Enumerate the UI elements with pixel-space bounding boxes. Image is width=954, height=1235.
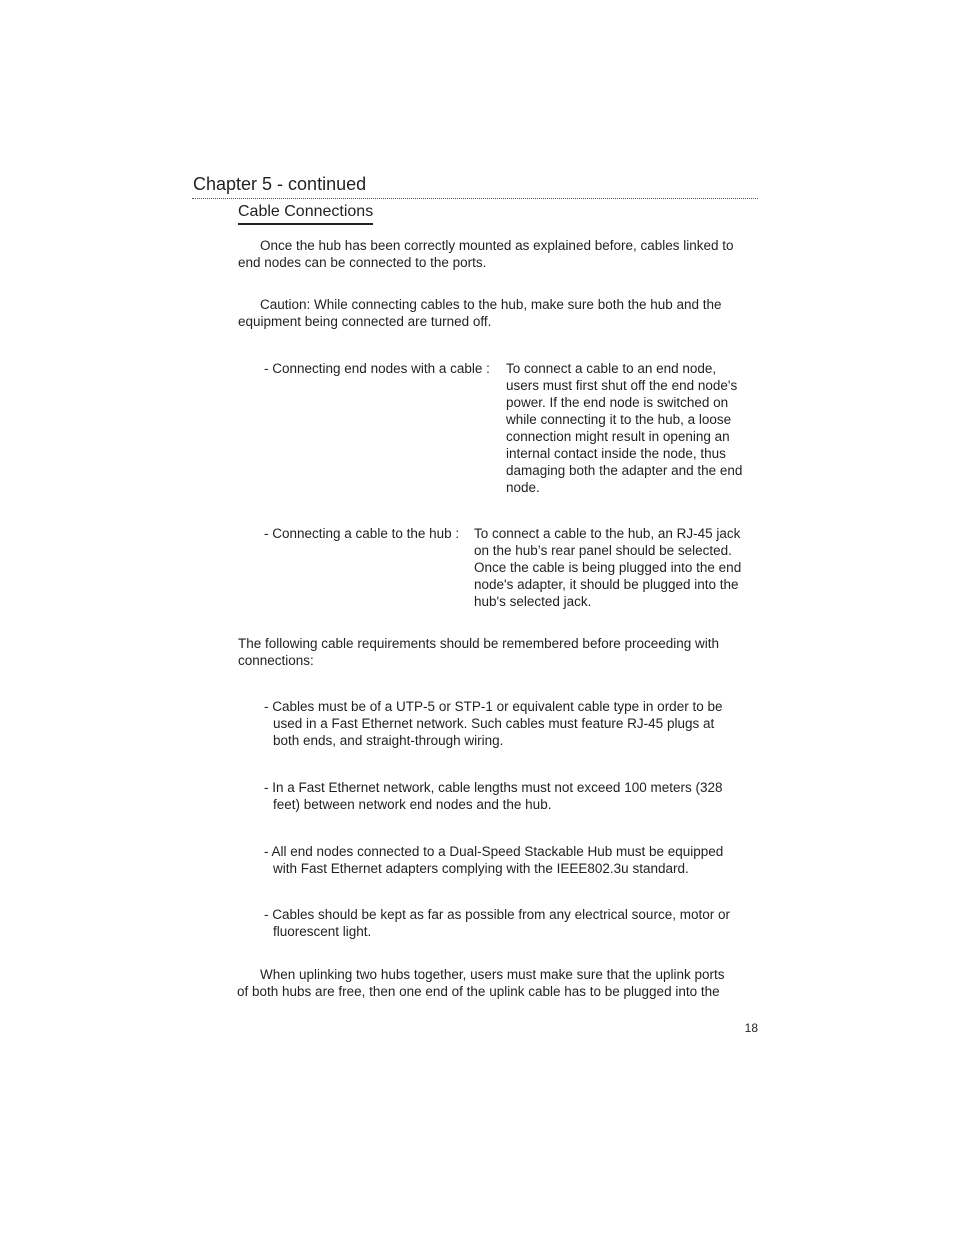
end-nodes-line: connection might result in opening an [506,429,730,444]
requirement-item [264,843,723,877]
hub-cable-label: - Connecting a cable to the hub : [264,526,460,541]
end-nodes-line: internal contact inside the node, thus [506,446,726,461]
page-number: 18 [744,1021,758,1035]
requirement-line: - All end nodes connected to a Dual-Speed Stackable Hub must be equipped [264,844,724,859]
uplink-paragraph [237,966,725,1000]
end-nodes-label: - Connecting end nodes with a cable : [264,361,490,376]
end-nodes-description [506,360,742,496]
requirement-line: - Cables must be of a UTP-5 or STP-1 or equivalent cable type in order to be [264,699,723,714]
hub-cable-line: hub's selected jack. [474,594,592,609]
requirement-item [264,779,723,813]
caution-line: Caution: While connecting cables to the hub, make sure both the hub and the [260,297,722,312]
hub-cable-description [474,525,741,610]
requirements-intro [238,635,719,669]
requirements-intro-line: The following cable requirements should be remembered before proceeding with [238,636,720,651]
caution-paragraph [238,296,722,330]
intro-line: Once the hub has been correctly mounted as explained before, cables linked to [260,238,734,253]
requirement-item [264,698,722,749]
end-nodes-line: damaging both the adapter and the end [506,463,743,478]
end-nodes-line: To connect a cable to an end node, [506,361,717,376]
caution-line: equipment being connected are turned off. [238,314,492,329]
hub-cable-line: To connect a cable to the hub, an RJ-45 jack [474,526,741,541]
requirement-line: both ends, and straight-through wiring. [273,733,504,748]
intro-line: end nodes can be connected to the ports. [238,255,487,270]
hub-cable-line: Once the cable is being plugged into the end [474,560,742,575]
hub-cable-line: on the hub’s rear panel should be selected. [474,543,732,558]
section-title: Cable Connections [238,202,373,225]
requirement-line: - In a Fast Ethernet network, cable lengths must not exceed 100 meters (328 [264,780,723,795]
end-nodes-line: power. If the end node is switched on [506,395,729,410]
requirement-line: - Cables should be kept as far as possible from any electrical source, motor or [264,907,730,922]
uplink-line: of both hubs are free, then one end of the uplink cable has to be plugged into the [237,984,720,999]
end-nodes-line: node. [506,480,540,495]
hub-cable-line: node's adapter, it should be plugged into the [474,577,739,592]
end-nodes-line: while connecting it to the hub, a loose [506,412,732,427]
requirement-item [264,906,730,940]
requirement-line: used in a Fast Ethernet network. Such cables must feature RJ-45 plugs at [273,716,715,731]
requirement-line: with Fast Ethernet adapters complying with the IEEE802.3u standard. [273,861,689,876]
intro-paragraph [238,237,734,271]
end-nodes-line: users must first shut off the end node's [506,378,738,393]
requirement-line: fluorescent light. [273,924,372,939]
dotted-divider [192,198,758,199]
requirement-line: feet) between network end nodes and the hub. [273,797,552,812]
requirements-intro-line: connections: [238,653,314,668]
chapter-title: Chapter 5 - continued [193,174,367,194]
uplink-line: When uplinking two hubs together, users must make sure that the uplink ports [260,967,725,982]
